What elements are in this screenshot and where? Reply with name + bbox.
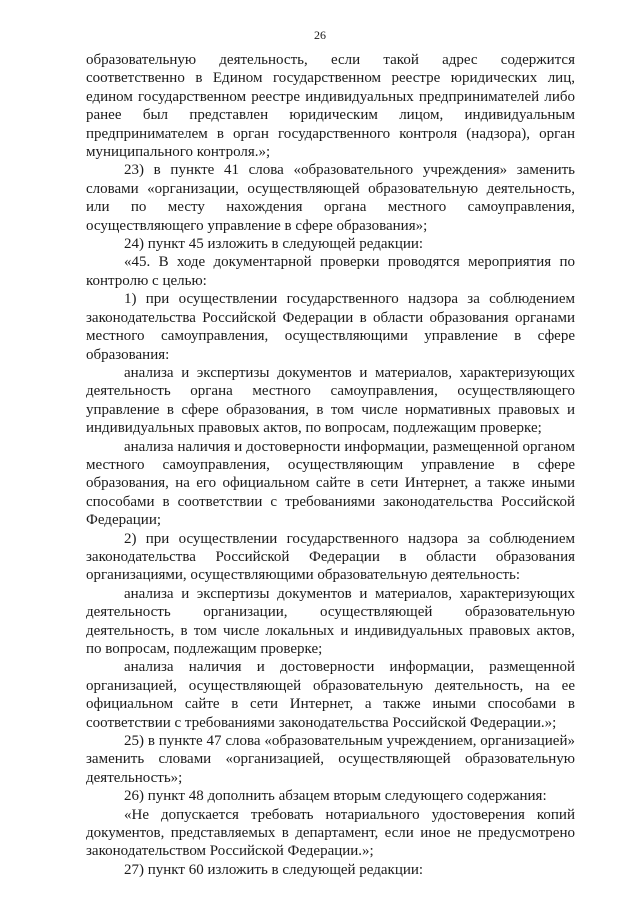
paragraph-subitem-2-information: анализа наличия и достоверности информации, размещенной организацией, осуществляющей образовательную деятельность, на ее официальном сайте в сети Интернет, а также иными способами в соответствии с требованиями законодательства Российской Федерации.»; bbox=[86, 659, 575, 731]
page-number: 26 bbox=[314, 28, 326, 42]
paragraph-subitem-2: 2) при осуществлении государственного надзора за соблюдением законодательства Российской Федерации в области образования организациями, осуществляющими образовательную деятельность: bbox=[86, 530, 575, 584]
paragraph-clause-45: «45. В ходе документарной проверки проводятся мероприятия по контролю с целью: bbox=[86, 254, 575, 289]
paragraph-subitem-1: 1) при осуществлении государственного надзора за соблюдением законодательства Российской Федерации в области образования органами местного самоуправления, осуществляющими управление в сфере образования: bbox=[86, 291, 575, 363]
paragraph-subitem-1-information: анализа наличия и достоверности информации, размещенной органом местного самоуправления, осуществляющим управление в сфере образования, на его официальном сайте в сети Интернет, а также иными способами в соответствии с требованиями законодательства Российской Федерации; bbox=[86, 438, 575, 529]
paragraph-item-27: 27) пункт 60 изложить в следующей редакции: bbox=[124, 861, 424, 878]
paragraph-item-23: 23) в пункте 41 слова «образовательного учреждения» заменить словами «организации, осуществляющей образовательную деятельность, или по месту нахождения органа местного самоуправления, осуществляющего управление в сфере образования»; bbox=[86, 162, 575, 234]
paragraph-item-25: 25) в пункте 47 слова «образовательным учреждением, организацией» заменить словами «организацией, осуществляющей образовательную деятельность»; bbox=[86, 733, 575, 786]
paragraph-subitem-2-analysis: анализа и экспертизы документов и материалов, характеризующих деятельность организации, осуществляющей образовательную деятельность, в том числе локальных и индивидуальных правовых актов, по вопросам, подлежащим проверке; bbox=[86, 585, 575, 657]
paragraph-subitem-1-analysis: анализа и экспертизы документов и материалов, характеризующих деятельность органа местного самоуправления, осуществляющего управление в сфере образования, в том числе нормативных правовых и индивидуальных правовых актов, по вопросам, подлежащим проверке; bbox=[86, 364, 575, 437]
paragraph-item-26-quote: «Не допускается требовать нотариального удостоверения копий документов, представляемых в департамент, если иное не предусмотрено законодательством Российской Федерации.»; bbox=[86, 806, 575, 860]
document-body bbox=[86, 51, 575, 879]
paragraph-continuation: образовательную деятельность, если такой адрес содержится соответственно в Едином государственном реестре юридических лиц, едином государственном реестре индивидуальных предпринимателей либо ранее был представлен юридическим лицом, индивидуальным предпринимателем в орган государственного контроля (надзора), орган муниципального контроля.»; bbox=[86, 52, 575, 161]
paragraph-item-26: 26) пункт 48 дополнить абзацем вторым следующего содержания: bbox=[124, 788, 547, 805]
paragraph-item-24: 24) пункт 45 изложить в следующей редакции: bbox=[124, 236, 424, 253]
